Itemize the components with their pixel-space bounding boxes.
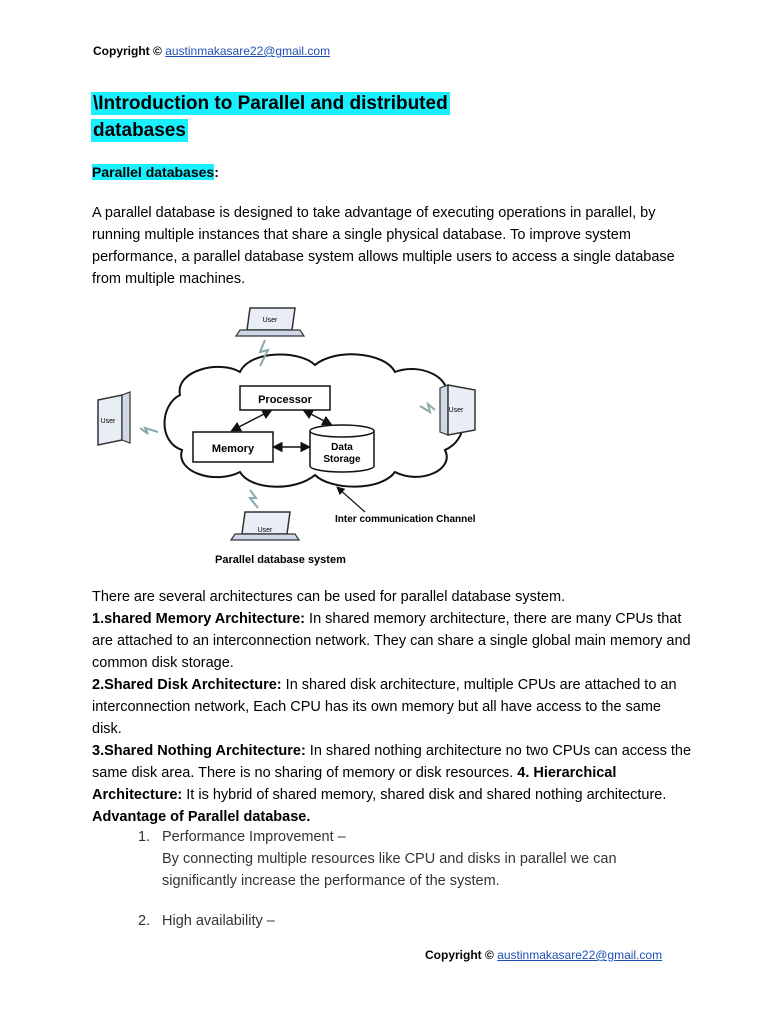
arch-2-title: 2.Shared Disk Architecture: bbox=[92, 677, 282, 693]
list-item-text-line-2: significantly increase the performance of the system. bbox=[162, 873, 500, 889]
copyright-email-link[interactable]: austinmakasare22@gmail.com bbox=[497, 948, 663, 962]
section-heading bbox=[92, 164, 219, 180]
arch-2-text: In shared disk architecture, multiple CPUs are attached to an interconnection network, Each CPU has its own memory but all have access to the same disk. bbox=[92, 677, 677, 737]
list-item-text-line-1: By connecting multiple resources like CPU and disks in parallel we can bbox=[162, 851, 617, 867]
list-item-title: Performance Improvement – bbox=[162, 829, 346, 845]
advantage-title: Advantage of Parallel database. bbox=[92, 809, 311, 825]
section-heading-text: Parallel databases bbox=[92, 164, 215, 180]
copyright-prefix: Copyright © bbox=[93, 44, 162, 58]
list-item-number: 1. bbox=[138, 829, 151, 845]
copyright-email-link[interactable]: austinmakasare22@gmail.com bbox=[165, 44, 331, 58]
right-user-label: User bbox=[448, 407, 464, 414]
arch-4-text: It is hybrid of shared memory, shared disk and shared nothing architecture. bbox=[182, 787, 667, 803]
title-line-1: \Introduction to Parallel and distributed bbox=[93, 93, 448, 114]
diagram-caption: Parallel database system bbox=[215, 554, 346, 566]
arch-4-title: 4. Hierarchical Architecture: bbox=[92, 765, 617, 803]
storage-label-line-1: Data bbox=[331, 442, 353, 453]
intro-paragraph: A parallel database is designed to take advantage of executing operations in parallel, by running multiple instances that share a single physical database. To improve system performance, a parallel database system allows multiple users to access a single database from multiple machines. bbox=[92, 205, 675, 287]
architectures-paragraph bbox=[92, 586, 692, 828]
arch-1-text: In shared memory architecture, there are many CPUs that are attached to an interconnection network. They can share a single global main memory and common disk storage. bbox=[92, 611, 691, 671]
top-user-label: User bbox=[262, 317, 278, 324]
architectures-lead: There are several architectures can be used for parallel database system. bbox=[92, 589, 566, 605]
memory-label: Memory bbox=[211, 443, 255, 455]
page-title bbox=[91, 90, 450, 144]
arch-1-title: 1.shared Memory Architecture: bbox=[92, 611, 306, 627]
list-item bbox=[138, 826, 617, 892]
bottom-user-label: User bbox=[257, 527, 273, 534]
copyright-prefix: Copyright © bbox=[425, 948, 494, 962]
lightning-icon bbox=[250, 490, 258, 508]
section-heading-colon: : bbox=[214, 164, 219, 180]
list-item-number: 2. bbox=[138, 913, 151, 929]
storage-label-line-2: Storage bbox=[323, 454, 361, 465]
laptop-icon bbox=[231, 512, 299, 540]
channel-pointer-arrow bbox=[338, 488, 365, 512]
title-line-2: databases bbox=[93, 120, 186, 141]
arch-3-title: 3.Shared Nothing Architecture: bbox=[92, 743, 306, 759]
channel-label: Inter communication Channel bbox=[335, 514, 476, 525]
list-item bbox=[138, 910, 275, 932]
copyright-footer bbox=[425, 948, 662, 962]
copyright-header bbox=[93, 44, 330, 58]
list-item-title: High availability – bbox=[162, 913, 275, 929]
lightning-icon bbox=[140, 428, 158, 434]
parallel-database-diagram bbox=[90, 300, 520, 575]
arch-3-text: In shared nothing architecture no two CPUs can access the same disk area. There is no sharing of memory or disk resources. bbox=[92, 743, 692, 781]
left-user-label: User bbox=[100, 418, 116, 425]
processor-label: Processor bbox=[258, 394, 312, 406]
